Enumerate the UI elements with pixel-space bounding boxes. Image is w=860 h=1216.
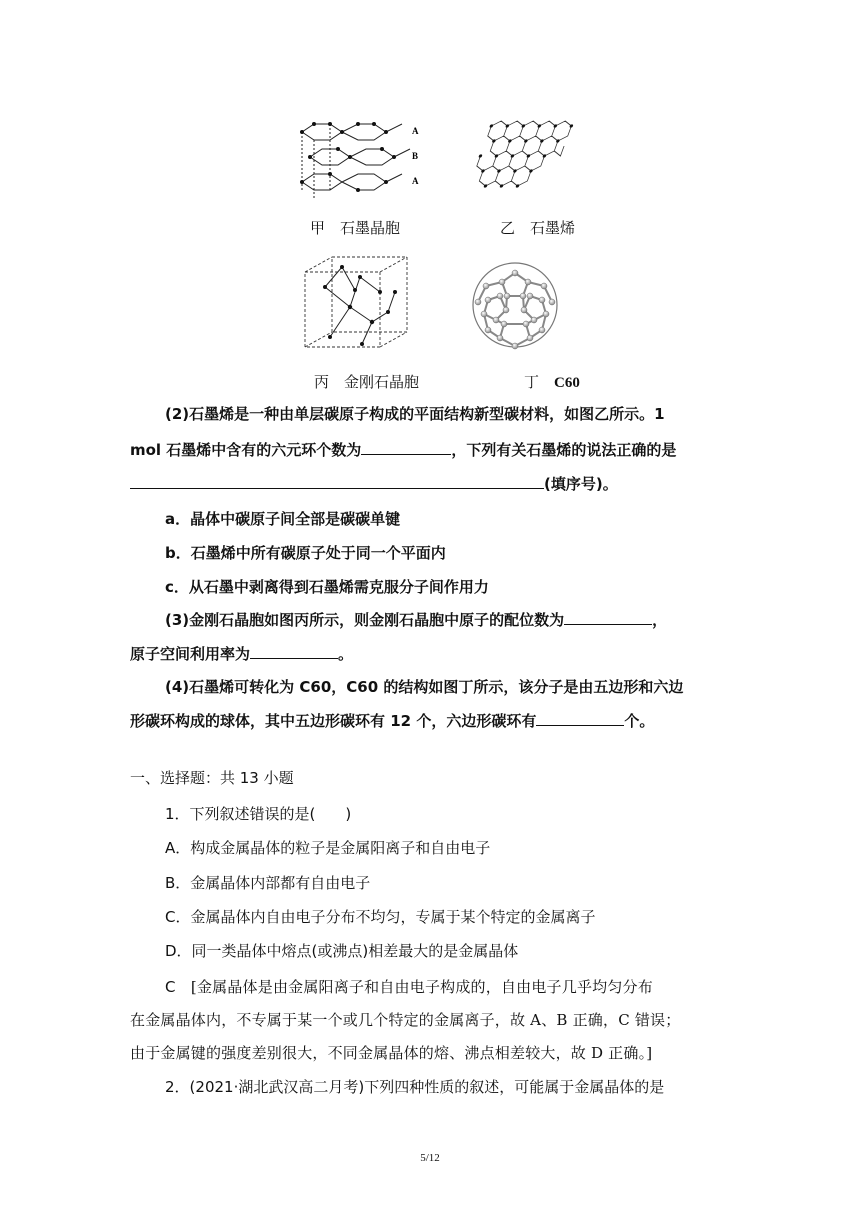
question1-option-c: C．金属晶体内自由电子分布不均匀，专属于某个特定的金属离子 bbox=[165, 908, 596, 926]
q2-line3 bbox=[130, 474, 618, 494]
graphene-figure bbox=[470, 116, 590, 196]
q2-line3-post: (填序号)。 bbox=[544, 475, 618, 493]
question1-explanation-line3: 由于金属键的强度差别很大，不同金属晶体的熔、沸点相差较大，故 D 正确。] bbox=[130, 1044, 653, 1062]
question1-explanation-line2: 在金属晶体内，不专属于某一个或几个特定的金属离子，故 A、B 正确，C 错误； bbox=[130, 1011, 681, 1029]
c60-figure bbox=[466, 258, 564, 352]
q3-line1-pre: (3)金刚石晶胞如图丙所示，则金刚石晶胞中原子的配位数为 bbox=[165, 611, 565, 629]
figure-ding-caption bbox=[524, 371, 580, 392]
question1-stem: 1．下列叙述错误的是( ) bbox=[165, 805, 352, 823]
section-heading: 一、选择题：共 13 小题 bbox=[130, 769, 294, 787]
graphite-unit-cell-figure bbox=[292, 112, 437, 204]
question2-stem: 2．(2021·湖北武汉高二月考)下列四种性质的叙述，可能属于金属晶体的是 bbox=[165, 1078, 665, 1096]
q2-blank-ring-count[interactable] bbox=[361, 440, 451, 455]
question1-option-b: B．金属晶体内部都有自由电子 bbox=[165, 874, 371, 892]
q2-option-a: a．晶体中碳原子间全部是碳碳单键 bbox=[165, 510, 401, 528]
q3-line2 bbox=[130, 644, 353, 664]
question1-option-a: A．构成金属晶体的粒子是金属阳离子和自由电子 bbox=[165, 839, 491, 857]
layer-label-b: B bbox=[412, 151, 419, 161]
q4-line2-post: 个。 bbox=[624, 712, 655, 730]
figure-ding-label: 丁 bbox=[524, 373, 540, 391]
q3-blank-packing[interactable] bbox=[250, 644, 338, 659]
layer-label-a-top: A bbox=[412, 126, 419, 136]
q2-blank-correct-options[interactable] bbox=[130, 474, 544, 489]
q3-line2-pre: 原子空间利用率为 bbox=[130, 645, 251, 663]
figure-jia-caption: 甲 石墨晶胞 bbox=[310, 219, 401, 237]
q3-blank-coordination[interactable] bbox=[564, 610, 652, 625]
question1-explanation-line1 bbox=[165, 977, 653, 997]
q2-line2 bbox=[130, 440, 676, 460]
diamond-unit-cell-figure bbox=[300, 252, 415, 350]
q2-line2-pre: mol 石墨烯中含有的六元环个数为 bbox=[130, 441, 362, 459]
q4-line2-pre: 形碳环构成的球体，其中五边形碳环有 12 个，六边形碳环有 bbox=[130, 712, 537, 730]
q4-line2 bbox=[130, 711, 654, 731]
figure-ding-formula: C60 bbox=[554, 375, 580, 391]
page-number: 5/12 bbox=[420, 1152, 440, 1164]
q2-option-b: b．石墨烯中所有碳原子处于同一个平面内 bbox=[165, 544, 446, 562]
question1-answer: C bbox=[165, 978, 176, 996]
q3-line1-post: ， bbox=[652, 611, 668, 629]
figure-yi-caption: 乙 石墨烯 bbox=[500, 219, 576, 237]
q2-line1: (2)石墨烯是一种由单层碳原子构成的平面结构新型碳材料，如图乙所示。1 bbox=[165, 405, 665, 423]
q4-line1: (4)石墨烯可转化为 C60，C60 的结构如图丁所示，该分子是由五边形和六边 bbox=[165, 678, 684, 696]
q2-line2-post: ，下列有关石墨烯的说法正确的是 bbox=[451, 441, 677, 459]
q3-line1 bbox=[165, 610, 667, 630]
figure-bing-caption: 丙 金刚石晶胞 bbox=[314, 373, 420, 391]
layer-label-a-bottom: A bbox=[412, 176, 419, 186]
q3-line2-post: 。 bbox=[338, 645, 354, 663]
question1-option-d: D．同一类晶体中熔点(或沸点)相差最大的是金属晶体 bbox=[165, 942, 519, 960]
question1-explanation-text1: [金属晶体是由金属阳离子和自由电子构成的，自由电子几乎均匀分布 bbox=[190, 978, 653, 996]
q2-option-c: c．从石墨中剥离得到石墨烯需克服分子间作用力 bbox=[165, 578, 489, 596]
q4-blank-hexagon-count[interactable] bbox=[536, 711, 624, 726]
